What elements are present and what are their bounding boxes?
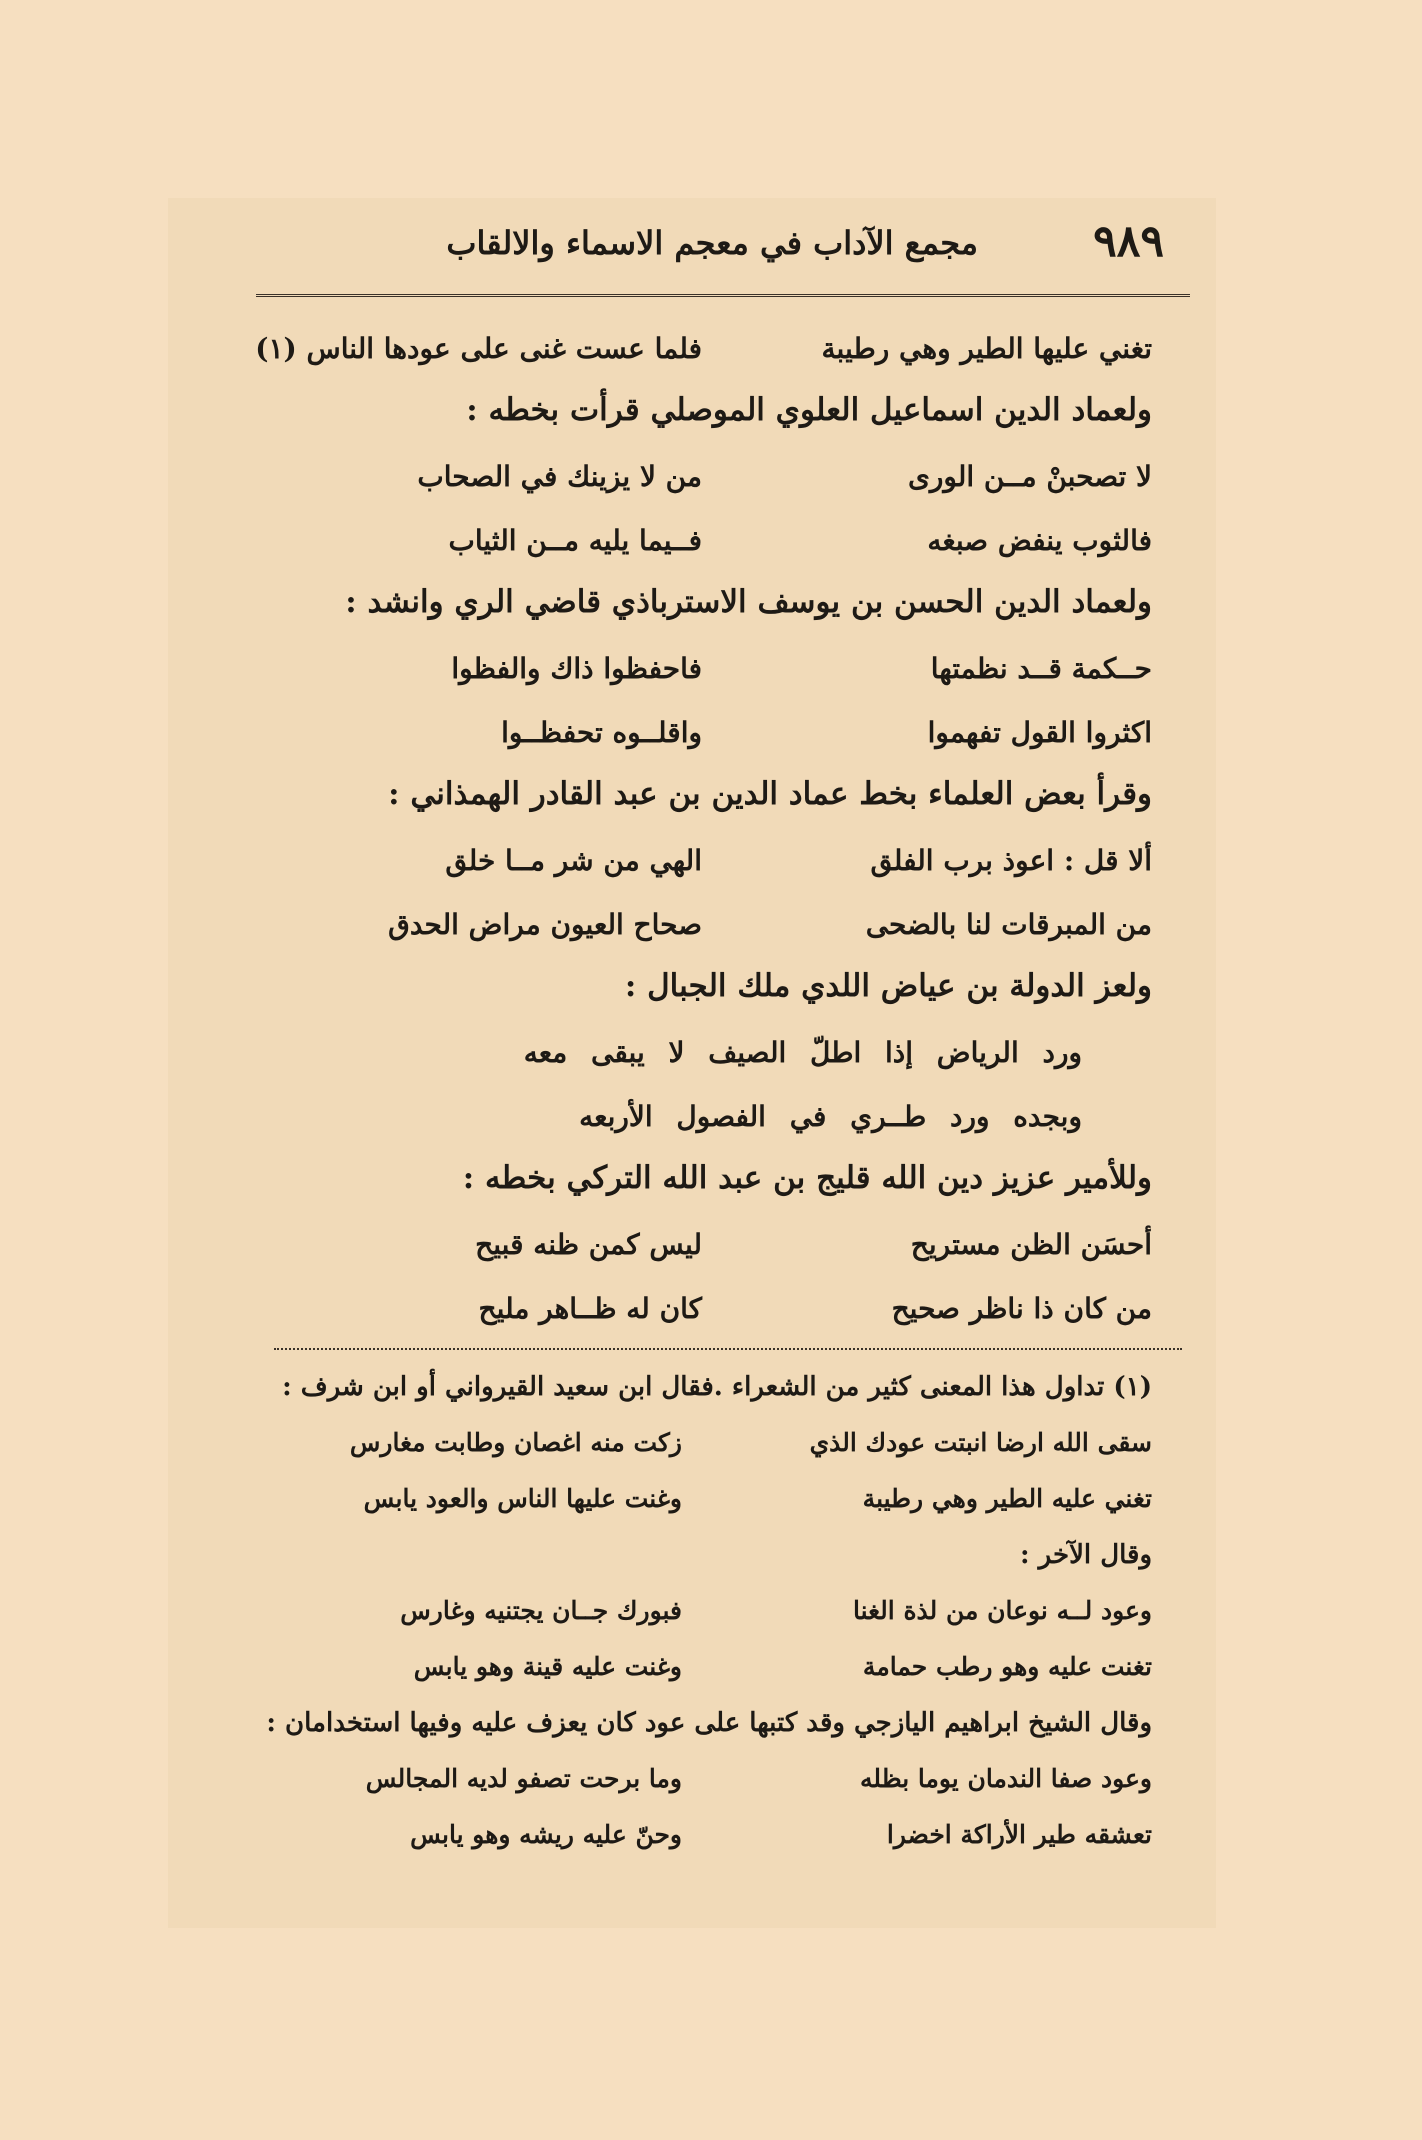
verse-line (238, 510, 1152, 574)
verse-second-hemistich: صحاح العيون مراض الحدق (388, 908, 702, 941)
verse-full-line: وبجده ورد طــري في الفصول الأربعه (579, 1100, 1082, 1133)
footnotes (238, 1362, 1152, 1866)
verse-line (238, 1754, 1152, 1810)
verse-second-hemistich: الهي من شر مــا خلق (445, 844, 702, 877)
verse-second-hemistich: كان له ظــاهر مليح (478, 1292, 702, 1325)
prose-text: وللأمير عزيز دين الله قليج بن عبد الله التركي بخطه : (462, 1160, 1152, 1196)
page-content (238, 318, 1152, 1866)
prose-text: ولعماد الدين الحسن بن يوسف الاسترباذي قاضي الري وانشد : (345, 584, 1152, 620)
prose-text: (١) تداول هذا المعنى كثير من الشعراء .فقال ابن سعيد القيرواني أو ابن شرف : (282, 1372, 1152, 1402)
verse-line (238, 1586, 1152, 1642)
verse-line (238, 894, 1152, 958)
verse-line (238, 318, 1152, 382)
verse-second-hemistich: واقلــوه تحفظــوا (501, 716, 702, 749)
prose-line (238, 1362, 1152, 1418)
prose-line (238, 958, 1152, 1022)
header-rule (256, 294, 1190, 297)
verse-first-hemistich: من كان ذا ناظر صحيح (891, 1292, 1152, 1325)
prose-text: وقال الآخر : (1020, 1540, 1152, 1570)
prose-text: ولعز الدولة بن عياض اللدي ملك الجبال : (624, 968, 1152, 1004)
page-header (168, 216, 1216, 276)
verse-first-hemistich: تغنت عليه وهو رطب حمامة (862, 1652, 1152, 1681)
verse-line (238, 830, 1152, 894)
book-page (168, 198, 1216, 1928)
verse-line (238, 702, 1152, 766)
verse-first-hemistich: تعشقه طير الأراكة اخضرا (886, 1820, 1152, 1849)
verse-first-hemistich: حــكمة قــد نظمتها (930, 652, 1152, 685)
verse-line (238, 446, 1152, 510)
verse-first-hemistich: اكثروا القول تفهموا (927, 716, 1152, 749)
verse-second-hemistich: زكت منه اغصان وطابت مغارس (349, 1428, 682, 1457)
main-text (238, 318, 1152, 1342)
verse-first-hemistich: من المبرقات لنا بالضحى (865, 908, 1152, 941)
verse-second-hemistich: فــيما يليه مــن الثياب (448, 524, 702, 557)
verse-line (238, 1810, 1152, 1866)
verse-first-hemistich: لا تصحبنْ مــن الورى (907, 460, 1152, 493)
prose-line (238, 1530, 1152, 1586)
verse-first-hemistich: وعود صفا الندمان يوما بظله (860, 1764, 1152, 1793)
running-title: مجمع الآداب في معجم الاسماء والالقاب (446, 224, 978, 262)
prose-line (238, 1150, 1152, 1214)
verse-second-hemistich: وغنت عليه قينة وهو يابس (413, 1652, 682, 1681)
prose-line (238, 1698, 1152, 1754)
verse-line (238, 1086, 1152, 1150)
verse-second-hemistich: فاحفظوا ذاك والفظوا (451, 652, 702, 685)
verse-line (238, 1278, 1152, 1342)
verse-line (238, 1022, 1152, 1086)
verse-first-hemistich: فالثوب ينفض صبغه (927, 524, 1152, 557)
verse-first-hemistich: وعود لــه نوعان من لذة الغنا (852, 1596, 1152, 1625)
prose-line (238, 766, 1152, 830)
verse-line (238, 1214, 1152, 1278)
verse-second-hemistich: وما برحت تصفو لديه المجالس (365, 1764, 682, 1793)
verse-second-hemistich: فبورك جــان يجتنيه وغارس (400, 1596, 682, 1625)
prose-line (238, 382, 1152, 446)
page-number: ٩٨٩ (1093, 216, 1164, 267)
verse-first-hemistich: تغني عليه الطير وهي رطيبة (862, 1484, 1152, 1513)
verse-full-line: ورد الرياض إذا اطلّ الصيف لا يبقى معه (523, 1036, 1082, 1069)
verse-second-hemistich: وحنّ عليه ريشه وهو يابس (410, 1820, 682, 1849)
verse-second-hemistich: فلما عست غنى على عودها الناس (١) (255, 332, 702, 365)
verse-first-hemistich: ألا قل : اعوذ برب الفلق (870, 844, 1152, 877)
prose-line (238, 574, 1152, 638)
prose-text: وقرأ بعض العلماء بخط عماد الدين بن عبد القادر الهمذاني : (388, 776, 1152, 812)
verse-line (238, 1474, 1152, 1530)
verse-second-hemistich: من لا يزينك في الصحاب (417, 460, 702, 493)
footnote-divider (238, 1342, 1152, 1362)
verse-first-hemistich: تغني عليها الطير وهي رطيبة (821, 332, 1152, 365)
verse-first-hemistich: سقى الله ارضا انبتت عودك الذي (809, 1428, 1152, 1457)
verse-second-hemistich: وغنت عليها الناس والعود يابس (363, 1484, 682, 1513)
verse-line (238, 1642, 1152, 1698)
prose-text: ولعماد الدين اسماعيل العلوي الموصلي قرأت بخطه : (466, 392, 1152, 428)
verse-line (238, 638, 1152, 702)
verse-line (238, 1418, 1152, 1474)
verse-second-hemistich: ليس كمن ظنه قبيح (475, 1228, 702, 1261)
prose-text: وقال الشيخ ابراهيم اليازجي وقد كتبها على عود كان يعزف عليه وفيها استخدامان : (266, 1708, 1152, 1738)
verse-first-hemistich: أحسَن الظن مستريح (910, 1228, 1152, 1261)
